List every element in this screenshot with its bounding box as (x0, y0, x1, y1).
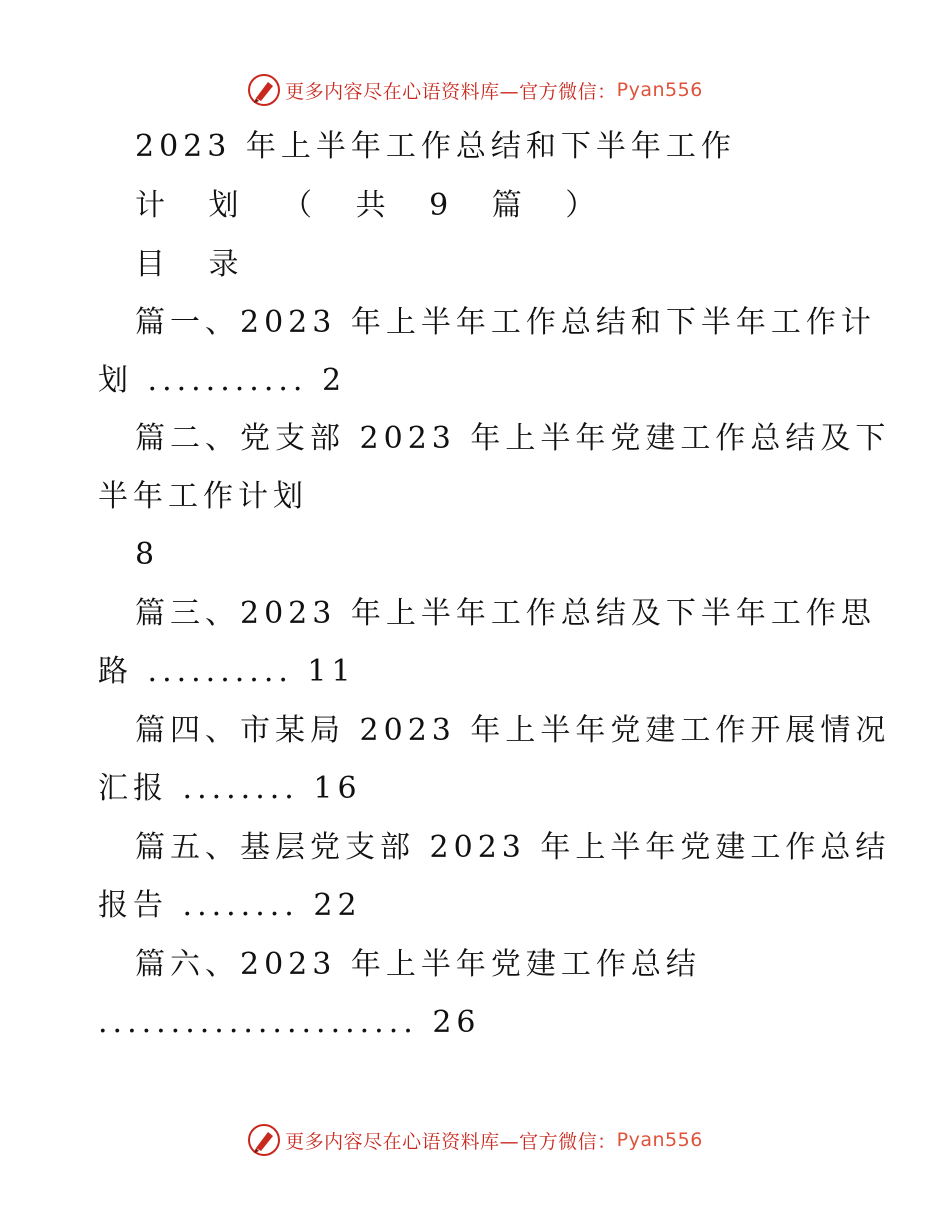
toc-entry-5-line-2: 报告 ........ 22 (98, 888, 362, 923)
toc-entry-1-line-1: 篇一、2023 年上半年工作总结和下半年工作计 (135, 305, 876, 340)
banner-text: 更多内容尽在心语资料库—官方微信： (285, 1130, 617, 1153)
pen-logo-icon (247, 1123, 281, 1157)
banner-wechat-id: Pyan556 (616, 1129, 703, 1151)
toc-entry-6-line-1: 篇六、2023 年上半年党建工作总结 (135, 947, 701, 982)
toc-entry-2-line-1: 篇二、党支部 2023 年上半年党建工作总结及下 (135, 421, 891, 456)
banner-text: 更多内容尽在心语资料库—官方微信： (285, 80, 617, 103)
banner-wechat-id: Pyan556 (616, 79, 703, 101)
footer-banner (0, 1120, 950, 1160)
toc-entry-1-line-2: 划 ........... 2 (98, 363, 347, 398)
toc-entry-2-page: 8 (135, 537, 160, 572)
toc-entry-3-line-1: 篇三、2023 年上半年工作总结及下半年工作思 (135, 596, 876, 631)
toc-heading: 目 录 (135, 247, 256, 282)
document-title-line-2: 计 划 （ 共 9 篇 ） (135, 188, 613, 223)
toc-entry-4-line-1: 篇四、市某局 2023 年上半年党建工作开展情况 (135, 713, 891, 748)
header-banner (0, 70, 950, 110)
document-title-line-1: 2023 年上半年工作总结和下半年工作 (135, 129, 736, 164)
toc-entry-2-line-2: 半年工作计划 (98, 479, 308, 514)
toc-entry-3-line-2: 路 .......... 11 (98, 654, 356, 689)
toc-entry-5-line-1: 篇五、基层党支部 2023 年上半年党建工作总结 (135, 830, 891, 865)
toc-entry-6-line-2: ...................... 26 (98, 1005, 481, 1040)
toc-entry-4-line-2: 汇报 ........ 16 (98, 771, 362, 806)
pen-logo-icon (247, 73, 281, 107)
